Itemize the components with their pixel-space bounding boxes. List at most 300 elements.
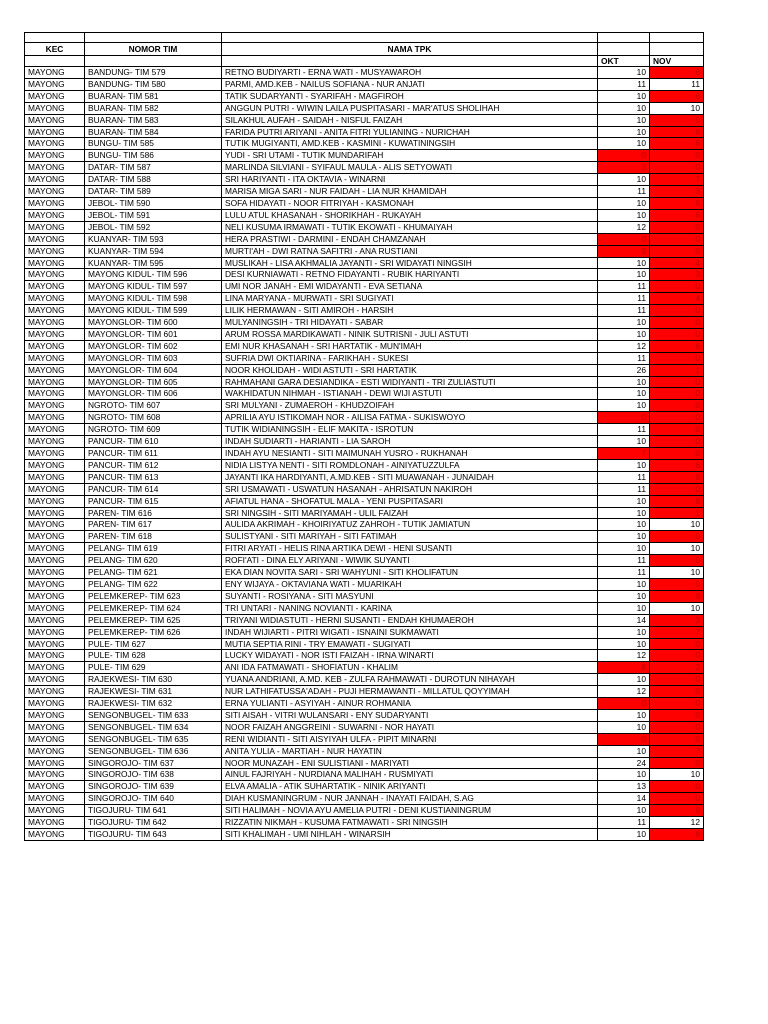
table-row (25, 388, 704, 400)
cell-okt: 10 (598, 388, 650, 400)
cell-nomor-tim: PULE- TIM 629 (85, 662, 222, 674)
cell-nama-tpk: MARLINDA SILVIANI - SYIFAUL MAULA - ALIS SETYOWATI (222, 162, 598, 174)
table-row (25, 186, 704, 198)
cell-nov: 3 (650, 269, 704, 281)
table-row (25, 626, 704, 638)
cell-nomor-tim: SENGONBUGEL- TIM 634 (85, 721, 222, 733)
cell-nov: 10 (650, 769, 704, 781)
cell-nomor-tim: PANCUR- TIM 614 (85, 483, 222, 495)
cell-nama-tpk: SULISTYANI - SITI MARIYAH - SITI FATIMAH (222, 531, 598, 543)
cell-nomor-tim: PELEMKEREP- TIM 625 (85, 614, 222, 626)
cell-kec: MAYONG (25, 781, 85, 793)
cell-okt: 12 (598, 221, 650, 233)
cell-nov: 8 (650, 829, 704, 841)
cell-kec: MAYONG (25, 805, 85, 817)
cell-okt: 11 (598, 78, 650, 90)
cell-okt: 26 (598, 364, 650, 376)
cell-nov: 10 (650, 602, 704, 614)
cell-nomor-tim: SINGOROJO- TIM 637 (85, 757, 222, 769)
cell-kec: MAYONG (25, 448, 85, 460)
cell-nomor-tim: MAYONGLOR- TIM 603 (85, 352, 222, 364)
cell-nov: 0 (650, 412, 704, 424)
table-row (25, 805, 704, 817)
table-row (25, 578, 704, 590)
cell-okt: 10 (598, 805, 650, 817)
cell-okt: 10 (598, 578, 650, 590)
cell-okt: 10 (598, 495, 650, 507)
cell-nama-tpk: NUR LATHIFATUSSA'ADAH - PUJI HERMAWANTI - MILLATUL QOYYIMAH (222, 686, 598, 698)
cell-nov: 0 (650, 674, 704, 686)
table-row (25, 471, 704, 483)
cell-nomor-tim: PANCUR- TIM 613 (85, 471, 222, 483)
table-row (25, 745, 704, 757)
cell-okt: 10 (598, 174, 650, 186)
cell-kec: MAYONG (25, 590, 85, 602)
cell-kec: MAYONG (25, 400, 85, 412)
cell-nomor-tim: KUANYAR- TIM 594 (85, 245, 222, 257)
cell-nov: 1 (650, 364, 704, 376)
cell-nomor-tim: NGROTO- TIM 607 (85, 400, 222, 412)
cell-nama-tpk: MARISA MIGA SARI - NUR FAIDAH - LIA NUR KHAMIDAH (222, 186, 598, 198)
cell-nomor-tim: PANCUR- TIM 611 (85, 448, 222, 460)
cell-nov: 6 (650, 138, 704, 150)
cell-nov: 0 (650, 150, 704, 162)
cell-nama-tpk: INDAH SUDIARTI - HARIANTI - LIA SAROH (222, 436, 598, 448)
cell-nama-tpk: ELVA AMALIA - ATIK SUHARTATIK - NINIK ARIYANTI (222, 781, 598, 793)
cell-nov: 6 (650, 126, 704, 138)
cell-okt: 10 (598, 400, 650, 412)
table-row (25, 674, 704, 686)
cell-kec: MAYONG (25, 269, 85, 281)
table-row (25, 519, 704, 531)
cell-kec: MAYONG (25, 245, 85, 257)
cell-nov: 0 (650, 555, 704, 567)
cell-okt: 13 (598, 781, 650, 793)
cell-nama-tpk: FITRI ARYATI - HELIS RINA ARTIKA DEWI - HENI SUSANTI (222, 543, 598, 555)
cell-nov: 0 (650, 531, 704, 543)
table-row (25, 317, 704, 329)
cell-nama-tpk: TRIYANI WIDIASTUTI - HERNI SUSANTI - ENDAH KHUMAEROH (222, 614, 598, 626)
cell-nama-tpk: DESI KURNIAWATI - RETNO FIDAYANTI - RUBIK HARIYANTI (222, 269, 598, 281)
cell-nama-tpk: HERA PRASTIWI - DARMINI - ENDAH CHAMZANAH (222, 233, 598, 245)
month-header-row (25, 56, 704, 67)
cell-nama-tpk: SITI AISAH - VITRI WULANSARI - ENY SUDARYANTI (222, 709, 598, 721)
cell-nomor-tim: SINGOROJO- TIM 639 (85, 781, 222, 793)
cell-okt: 11 (598, 567, 650, 579)
cell-okt: 11 (598, 305, 650, 317)
cell-kec: MAYONG (25, 471, 85, 483)
cell-okt: 10 (598, 590, 650, 602)
table-row (25, 102, 704, 114)
cell-kec: MAYONG (25, 686, 85, 698)
cell-nomor-tim: PULE- TIM 628 (85, 650, 222, 662)
cell-okt: 10 (598, 531, 650, 543)
cell-nama-tpk: EKA DIAN NOVITA SARI - SRI WAHYUNI - SITI KHOLIFATUN (222, 567, 598, 579)
cell-kec: MAYONG (25, 769, 85, 781)
cell-nov: 0 (650, 686, 704, 698)
table-row (25, 209, 704, 221)
cell-nov: 0 (650, 162, 704, 174)
cell-nov: 7 (650, 626, 704, 638)
cell-nov: 6 (650, 340, 704, 352)
cell-nomor-tim: KUANYAR- TIM 595 (85, 257, 222, 269)
cell-nomor-tim: SENGONBUGEL- TIM 636 (85, 745, 222, 757)
cell-nov: 4 (650, 293, 704, 305)
cell-okt: 11 (598, 281, 650, 293)
cell-nomor-tim: SINGOROJO- TIM 640 (85, 793, 222, 805)
cell-okt: 0 (598, 150, 650, 162)
cell-kec: MAYONG (25, 209, 85, 221)
cell-nomor-tim: KUANYAR- TIM 593 (85, 233, 222, 245)
cell-kec: MAYONG (25, 602, 85, 614)
cell-kec: MAYONG (25, 364, 85, 376)
cell-nov: 0 (650, 721, 704, 733)
cell-nama-tpk: SITI KHALIMAH - UMI NIHLAH - WINARSIH (222, 829, 598, 841)
cell-nama-tpk: LUCKY WIDAYATI - NOR ISTI FAIZAH - IRNA WINARTI (222, 650, 598, 662)
cell-nama-tpk: EMI NUR KHASANAH - SRI HARTATIK - MUN'IMAH (222, 340, 598, 352)
cell-nama-tpk: SUFRIA DWI OKTIARINA - FARIKHAH - SUKESI (222, 352, 598, 364)
table-row (25, 114, 704, 126)
cell-nama-tpk: SITI HALIMAH - NOVIA AYU AMELIA PUTRI - DENI KUSTIANINGRUM (222, 805, 598, 817)
cell-nomor-tim: MAYONG KIDUL- TIM 599 (85, 305, 222, 317)
cell-nomor-tim: MAYONG KIDUL- TIM 598 (85, 293, 222, 305)
cell (598, 33, 650, 43)
cell-nov: 0 (650, 436, 704, 448)
cell-nov: 0 (650, 221, 704, 233)
cell-nomor-tim: RAJEKWESI- TIM 630 (85, 674, 222, 686)
cell-nomor-tim: TIGOJURU- TIM 642 (85, 817, 222, 829)
cell-okt: 12 (598, 340, 650, 352)
cell-nama-tpk: TUTIK MUGIYANTI, AMD.KEB - KASMINI - KUWATININGSIH (222, 138, 598, 150)
cell-okt: 10 (598, 745, 650, 757)
cell-nama-tpk: TATIK SUDARYANTI - SYARIFAH - MAGFIROH (222, 90, 598, 102)
cell-kec: MAYONG (25, 317, 85, 329)
cell-nomor-tim: DATAR- TIM 589 (85, 186, 222, 198)
cell-nomor-tim: BUARAN- TIM 583 (85, 114, 222, 126)
cell-nama-tpk: AFIATUL HANA - SHOFATUL MALA - YENI PUSPITASARI (222, 495, 598, 507)
cell-kec: MAYONG (25, 567, 85, 579)
cell-nomor-tim: PELEMKEREP- TIM 623 (85, 590, 222, 602)
cell-nama-tpk: ANGGUN PUTRI - WIWIN LAILA PUSPITASARI - MAR'ATUS SHOLIHAH (222, 102, 598, 114)
cell-nomor-tim: PELANG- TIM 621 (85, 567, 222, 579)
cell-nama-tpk: MUSLIKAH - LISA AKHMALIA JAYANTI - SRI WIDAYATI NINGSIH (222, 257, 598, 269)
cell-kec: MAYONG (25, 829, 85, 841)
header-nomor-tim: NOMOR TIM (85, 43, 222, 56)
cell-nomor-tim: JEBOL- TIM 591 (85, 209, 222, 221)
cell-okt: 11 (598, 186, 650, 198)
table-row (25, 174, 704, 186)
cell-nov: 0 (650, 424, 704, 436)
cell (222, 33, 598, 43)
cell-nama-tpk: TRI UNTARI - NANING NOVIANTI - KARINA (222, 602, 598, 614)
cell-kec: MAYONG (25, 436, 85, 448)
cell-kec: MAYONG (25, 114, 85, 126)
cell-nov: 7 (650, 745, 704, 757)
cell-okt: 10 (598, 209, 650, 221)
cell-kec: MAYONG (25, 90, 85, 102)
cell-nama-tpk: AULIDA AKRIMAH - KHOIRIYATUZ ZAHROH - TUTIK JAMIATUN (222, 519, 598, 531)
header-kec: KEC (25, 43, 85, 56)
cell-nov: 3 (650, 186, 704, 198)
cell-kec: MAYONG (25, 531, 85, 543)
cell-nomor-tim: PANCUR- TIM 612 (85, 459, 222, 471)
cell-nomor-tim: PELANG- TIM 619 (85, 543, 222, 555)
cell-nama-tpk: LINA MARYANA - MURWATI - SRI SUGIYATI (222, 293, 598, 305)
cell-nov: 6 (650, 209, 704, 221)
cell-okt: 10 (598, 269, 650, 281)
table-row (25, 126, 704, 138)
table-row (25, 281, 704, 293)
cell-nov: 0 (650, 114, 704, 126)
cell-kec: MAYONG (25, 793, 85, 805)
table-row (25, 543, 704, 555)
table-row (25, 614, 704, 626)
table-row (25, 686, 704, 698)
cell-kec: MAYONG (25, 626, 85, 638)
cell-okt: 7 (598, 448, 650, 460)
table-row (25, 352, 704, 364)
cell-kec: MAYONG (25, 340, 85, 352)
cell-nov: 0 (650, 400, 704, 412)
cell-okt: 10 (598, 138, 650, 150)
cell-kec: MAYONG (25, 507, 85, 519)
cell-nama-tpk: RIZZATIN NIKMAH - KUSUMA FATMAWATI - SRI NINGSIH (222, 817, 598, 829)
cell-nomor-tim: RAJEKWESI- TIM 632 (85, 698, 222, 710)
cell-okt: 10 (598, 126, 650, 138)
cell-kec: MAYONG (25, 650, 85, 662)
cell-okt: 11 (598, 424, 650, 436)
cell-nov: 0 (650, 638, 704, 650)
cell-nov: 11 (650, 78, 704, 90)
table-row (25, 78, 704, 90)
cell-nov: 0 (650, 733, 704, 745)
table-row (25, 793, 704, 805)
cell-nama-tpk: SRI USMAWATI - USWATUN HASANAH - AHRISATUN NAKIROH (222, 483, 598, 495)
table-row (25, 757, 704, 769)
table-row (25, 257, 704, 269)
table-row (25, 555, 704, 567)
cell-nov: 6 (650, 90, 704, 102)
cell-okt: 10 (598, 769, 650, 781)
cell-nomor-tim: SENGONBUGEL- TIM 635 (85, 733, 222, 745)
cell-nov: 10 (650, 543, 704, 555)
cell-nomor-tim: PAREN- TIM 617 (85, 519, 222, 531)
cell-kec: MAYONG (25, 543, 85, 555)
cell-nov: 9 (650, 805, 704, 817)
cell-nov: 0 (650, 305, 704, 317)
cell-nomor-tim: PANCUR- TIM 615 (85, 495, 222, 507)
cell-nomor-tim: NGROTO- TIM 609 (85, 424, 222, 436)
cell-okt: 0 (598, 733, 650, 745)
table-row (25, 90, 704, 102)
table-row (25, 138, 704, 150)
cell-nama-tpk: ROFI'ATI - DINA ELY ARIYANI - WIWIK SUYANTI (222, 555, 598, 567)
cell-nov: 8 (650, 495, 704, 507)
cell-nama-tpk: SRI MULYANI - ZUMAEROH - KHUDZOIFAH (222, 400, 598, 412)
spacer-row (25, 33, 704, 43)
cell-nov: 6 (650, 197, 704, 209)
cell-nomor-tim: MAYONG KIDUL- TIM 597 (85, 281, 222, 293)
cell-okt: 11 (598, 471, 650, 483)
table-row (25, 650, 704, 662)
cell-kec: MAYONG (25, 578, 85, 590)
table-row (25, 483, 704, 495)
cell-kec: MAYONG (25, 186, 85, 198)
cell-nov: 0 (650, 793, 704, 805)
cell-nomor-tim: PANCUR- TIM 610 (85, 436, 222, 448)
table-row (25, 817, 704, 829)
cell-okt: 10 (598, 197, 650, 209)
cell-kec: MAYONG (25, 412, 85, 424)
cell-nama-tpk: SRI NINGSIH - SITI MARIYAMAH - ULIL FAIZAH (222, 507, 598, 519)
cell (25, 56, 85, 67)
cell-okt: 10 (598, 543, 650, 555)
table-row (25, 424, 704, 436)
cell-nomor-tim: BUARAN- TIM 584 (85, 126, 222, 138)
cell-nov: 7 (650, 174, 704, 186)
cell-nomor-tim: BANDUNG- TIM 579 (85, 67, 222, 79)
cell-nov: 0 (650, 317, 704, 329)
cell-okt: 10 (598, 602, 650, 614)
cell-nov: 0 (650, 650, 704, 662)
table-row (25, 602, 704, 614)
cell-okt: 10 (598, 721, 650, 733)
table-row (25, 781, 704, 793)
cell-nama-tpk: INDAH AYU NESIANTI - SITI MAIMUNAH YUSRO - RUKHANAH (222, 448, 598, 460)
cell-okt: 10 (598, 436, 650, 448)
cell-nama-tpk: NOOR FAIZAH ANGGREINI - SUWARNI - NOR HAYATI (222, 721, 598, 733)
cell-nomor-tim: PELEMKEREP- TIM 624 (85, 602, 222, 614)
table-row (25, 448, 704, 460)
table-row (25, 733, 704, 745)
cell-nov: 0 (650, 757, 704, 769)
table-row (25, 507, 704, 519)
cell-okt: 10 (598, 626, 650, 638)
cell-nomor-tim: RAJEKWESI- TIM 631 (85, 686, 222, 698)
table-row (25, 590, 704, 602)
cell-kec: MAYONG (25, 162, 85, 174)
cell-okt: 8 (598, 662, 650, 674)
cell-nomor-tim: JEBOL- TIM 590 (85, 197, 222, 209)
table-row (25, 829, 704, 841)
cell-nov: 0 (650, 388, 704, 400)
cell-nama-tpk: YUANA ANDRIANI, A.MD. KEB - ZULFA RAHMAWATI - DUROTUN NIHAYAH (222, 674, 598, 686)
cell-okt: 14 (598, 614, 650, 626)
header-row (25, 43, 704, 56)
cell-nama-tpk: NOOR MUNAZAH - ENI SULISTIANI - MARIYATI (222, 757, 598, 769)
cell-nama-tpk: JAYANTI IKA HARDIYANTI, A.MD.KEB - SITI MUAWANAH - JUNAIDAH (222, 471, 598, 483)
cell-nomor-tim: MAYONGLOR- TIM 600 (85, 317, 222, 329)
cell-nov: 10 (650, 519, 704, 531)
cell-kec: MAYONG (25, 126, 85, 138)
header-okt: OKT (598, 56, 650, 67)
cell-kec: MAYONG (25, 233, 85, 245)
table-row (25, 531, 704, 543)
cell-nama-tpk: MULYANINGSIH - TRI HIDAYATI - SABAR (222, 317, 598, 329)
team-report-table (24, 32, 704, 841)
cell-nov: 8 (650, 471, 704, 483)
cell-nomor-tim: MAYONGLOR- TIM 606 (85, 388, 222, 400)
cell-kec: MAYONG (25, 197, 85, 209)
cell-nama-tpk: LILIK HERMAWAN - SITI AMIROH - HARSIH (222, 305, 598, 317)
cell-okt: 12 (598, 686, 650, 698)
cell-kec: MAYONG (25, 555, 85, 567)
cell-okt: 10 (598, 114, 650, 126)
cell-nov: 0 (650, 328, 704, 340)
cell-nama-tpk: NELI KUSUMA IRMAWATI - TUTIK EKOWATI - KHUMAIYAH (222, 221, 598, 233)
cell-kec: MAYONG (25, 78, 85, 90)
cell-kec: MAYONG (25, 293, 85, 305)
cell-okt: 11 (598, 817, 650, 829)
cell-okt: 0 (598, 698, 650, 710)
header-nov: NOV (650, 56, 704, 67)
cell-nomor-tim: MAYONGLOR- TIM 604 (85, 364, 222, 376)
cell-nov: 0 (650, 709, 704, 721)
cell-nama-tpk: UMI NOR JANAH - EMI WIDAYANTI - EVA SETIANA (222, 281, 598, 293)
cell-nov: 6 (650, 67, 704, 79)
cell-kec: MAYONG (25, 257, 85, 269)
table-row (25, 364, 704, 376)
table-row (25, 197, 704, 209)
cell-nov: 0 (650, 781, 704, 793)
table-row (25, 233, 704, 245)
cell-kec: MAYONG (25, 328, 85, 340)
cell-nomor-tim: PULE- TIM 627 (85, 638, 222, 650)
cell-kec: MAYONG (25, 674, 85, 686)
cell-okt: 11 (598, 483, 650, 495)
cell-kec: MAYONG (25, 424, 85, 436)
cell-nomor-tim: TIGOJURU- TIM 641 (85, 805, 222, 817)
cell-nov: 10 (650, 567, 704, 579)
cell-nov: 0 (650, 578, 704, 590)
cell-nomor-tim: PELANG- TIM 620 (85, 555, 222, 567)
cell-nomor-tim: PAREN- TIM 618 (85, 531, 222, 543)
cell-nama-tpk: SUYANTI - ROSIYANA - SITI MASYUNI (222, 590, 598, 602)
cell-okt: 0 (598, 233, 650, 245)
table-row (25, 376, 704, 388)
cell-nov: 9 (650, 590, 704, 602)
cell-nov: 0 (650, 233, 704, 245)
cell-okt: 10 (598, 257, 650, 269)
cell-kec: MAYONG (25, 519, 85, 531)
cell-nama-tpk: ERNA YULIANTI - ASYIYAH - AINUR ROHMANIA (222, 698, 598, 710)
cell-okt: 24 (598, 757, 650, 769)
cell-kec: MAYONG (25, 709, 85, 721)
cell-okt: 10 (598, 328, 650, 340)
cell-nov: 0 (650, 448, 704, 460)
cell (85, 56, 222, 67)
cell-nama-tpk: TUTIK WIDIANINGSIH - ELIF MAKITA - ISROTUN (222, 424, 598, 436)
cell-nama-tpk: INDAH WIJIARTI - PITRI WIGATI - ISNAINI SUKMAWATI (222, 626, 598, 638)
cell-nomor-tim: PAREN- TIM 616 (85, 507, 222, 519)
table-row (25, 221, 704, 233)
cell-nov: 10 (650, 102, 704, 114)
cell-nama-tpk: RAHMAHANI GARA DESIANDIKA - ESTI WIDIYANTI - TRI ZULIASTUTI (222, 376, 598, 388)
cell-nomor-tim: DATAR- TIM 588 (85, 174, 222, 186)
table-row (25, 436, 704, 448)
cell-okt: 10 (598, 507, 650, 519)
cell-nama-tpk: NIDIA LISTYA NENTI - SITI ROMDLONAH - AINIYATUZZULFA (222, 459, 598, 471)
table-row (25, 567, 704, 579)
cell-okt: 10 (598, 519, 650, 531)
table-row (25, 721, 704, 733)
cell-nov: 0 (650, 352, 704, 364)
cell-nama-tpk: MURTI'AH - DWI RATNA SAFITRI - ANA RUSTIANI (222, 245, 598, 257)
cell-kec: MAYONG (25, 698, 85, 710)
table-row (25, 67, 704, 79)
cell-nomor-tim: TIGOJURU- TIM 643 (85, 829, 222, 841)
table-row (25, 769, 704, 781)
